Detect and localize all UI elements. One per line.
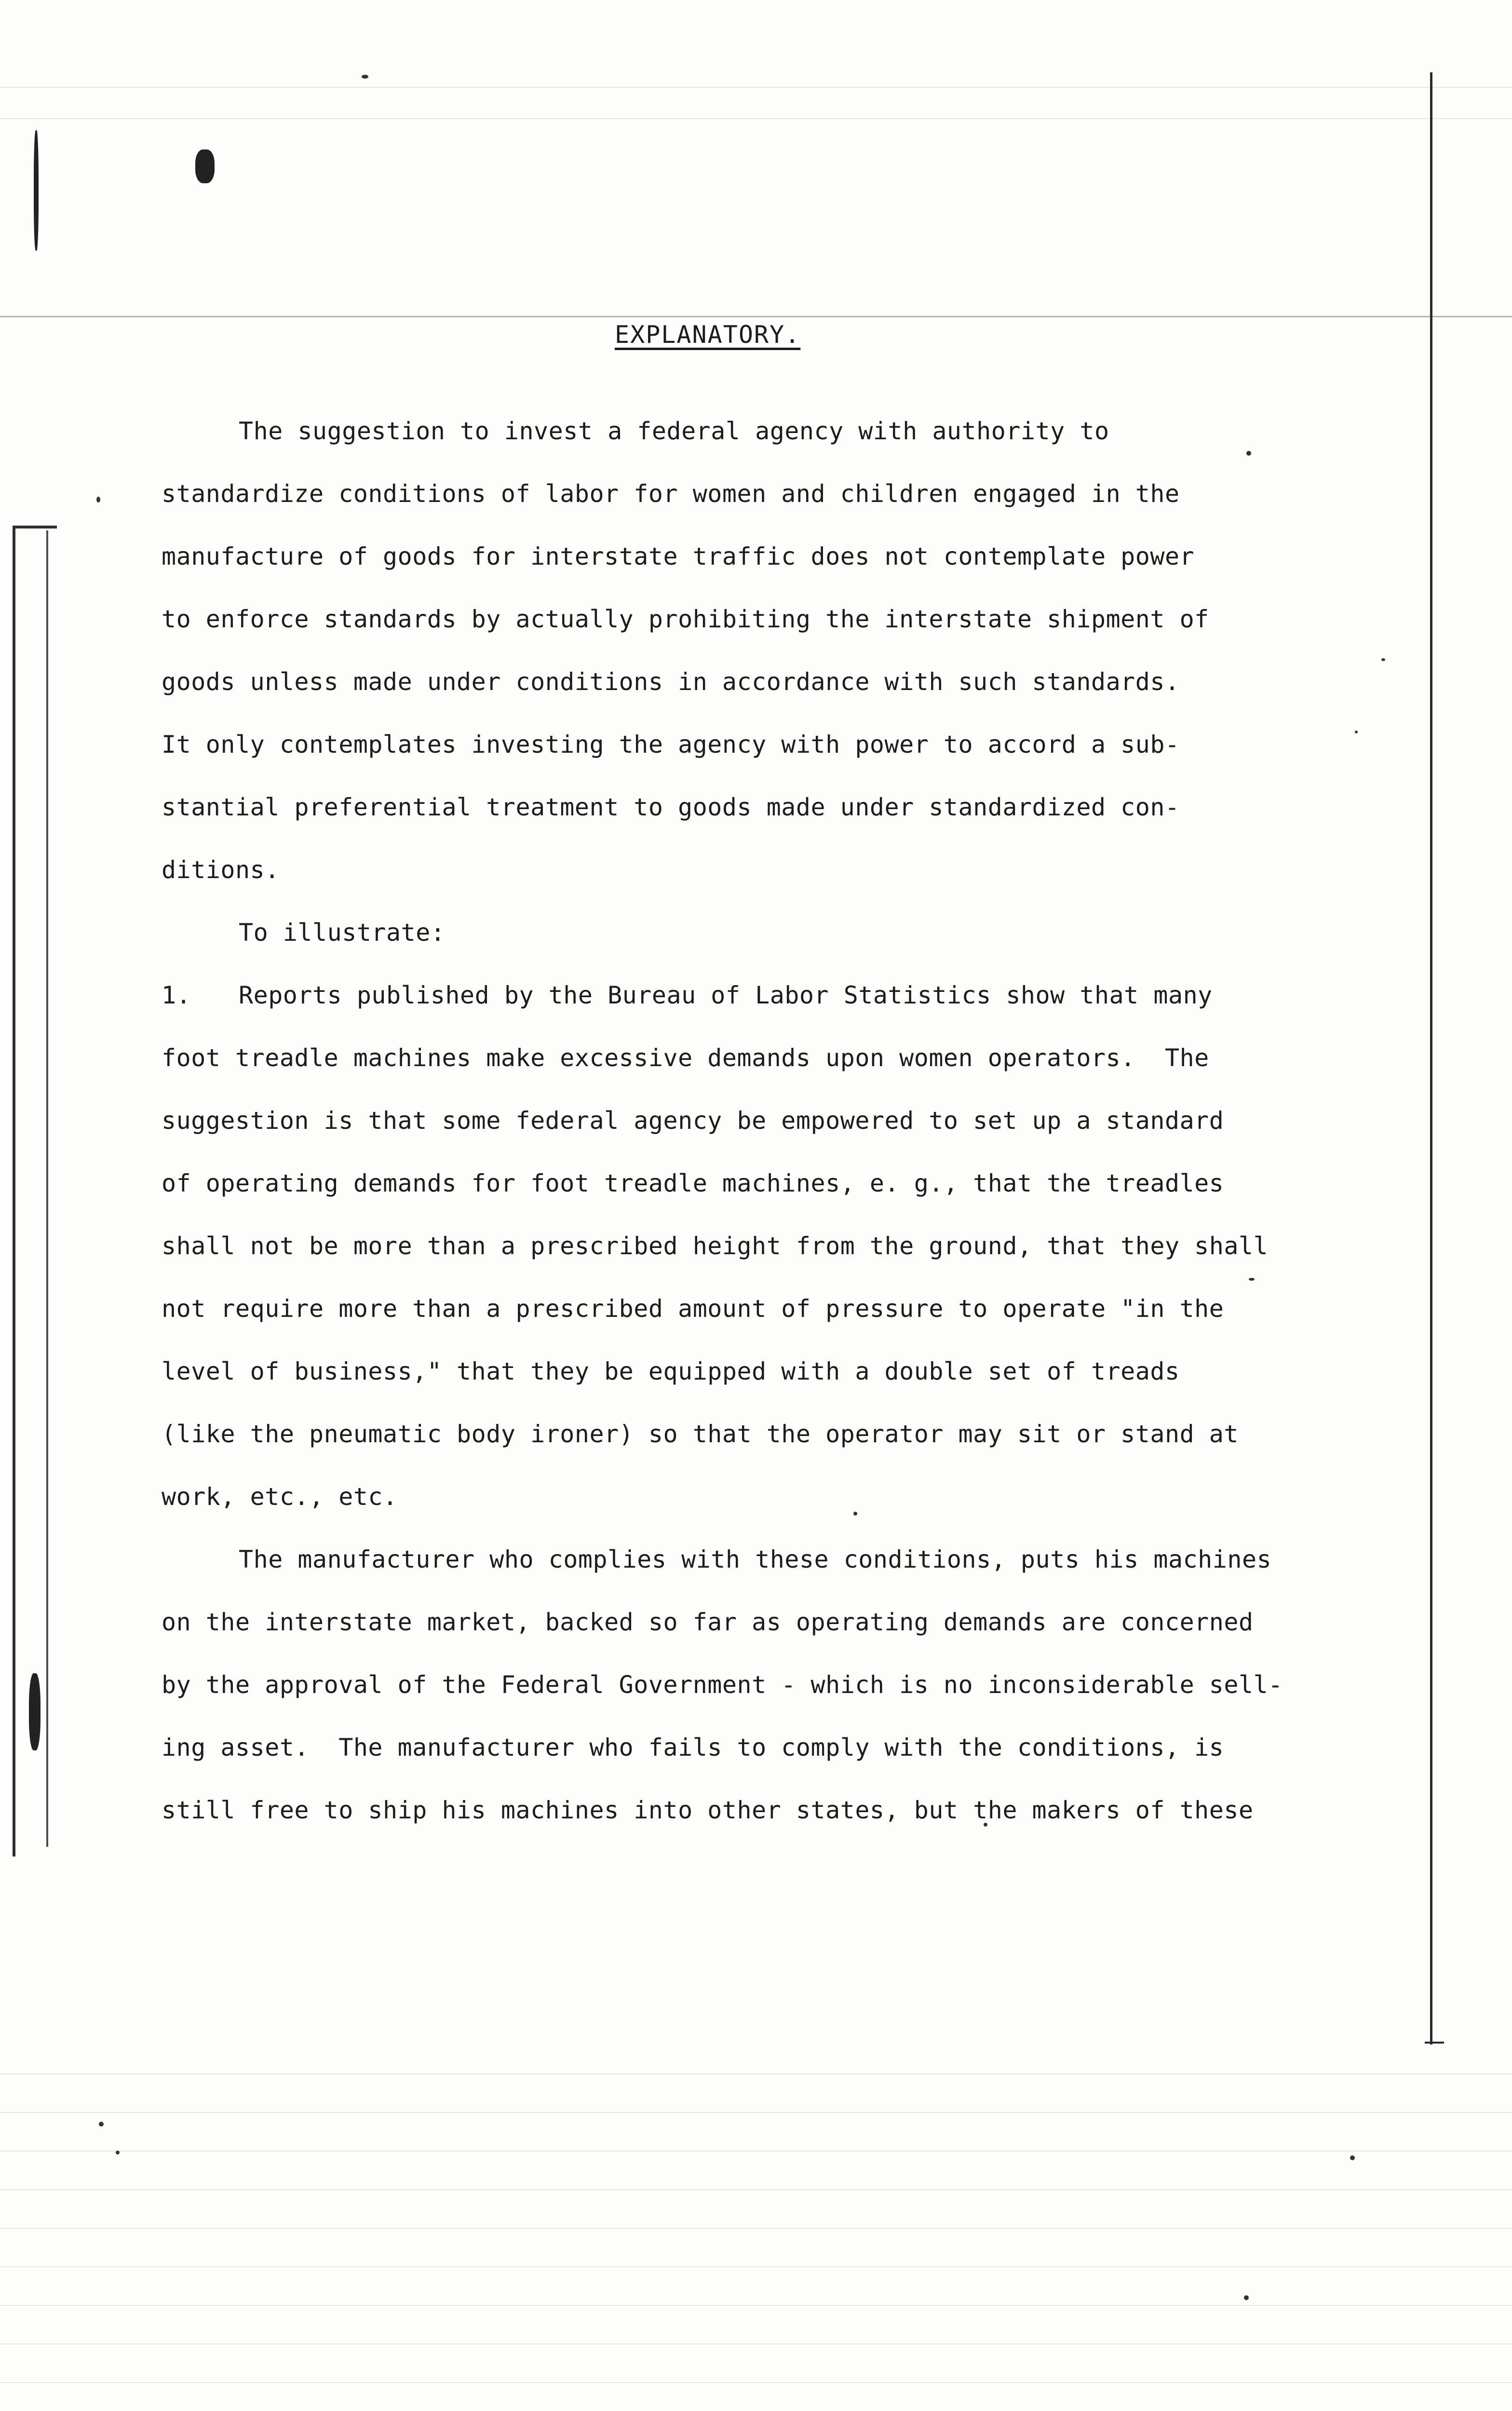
speck	[1246, 451, 1251, 456]
scan-line	[0, 2189, 1512, 2190]
page-right-edge	[1430, 72, 1432, 2045]
paragraph-line: ditions.	[162, 856, 280, 884]
paragraph-line: level of business," that they be equipped with a double set of treads	[162, 1357, 1180, 1385]
scan-line	[0, 2266, 1512, 2267]
paragraph-line: shall not be more than a prescribed height from the ground, that they shall	[162, 1232, 1269, 1260]
speck	[1249, 1278, 1255, 1281]
scan-line	[0, 2112, 1512, 2113]
page-edge-tick	[1425, 2042, 1444, 2044]
speck	[99, 2122, 104, 2127]
page-top-edge	[0, 316, 1512, 317]
scan-line	[0, 2073, 1512, 2074]
paragraph-line: goods unless made under conditions in accordance with such standards.	[162, 668, 1180, 696]
ink-smudge	[29, 1673, 40, 1750]
paragraph-line: suggestion is that some federal agency be empowered to set up a standard	[162, 1107, 1224, 1135]
paragraph-line: to enforce standards by actually prohibiting the interstate shipment of	[162, 605, 1209, 633]
document-title: EXPLANATORY.	[615, 321, 801, 349]
paragraph-line: not require more than a prescribed amount of pressure to operate "in the	[162, 1295, 1224, 1323]
paragraph-line: The manufacturer who complies with these conditions, puts his machines	[239, 1545, 1272, 1573]
ink-smudge	[34, 130, 39, 251]
scan-line	[0, 2382, 1512, 2383]
speck	[96, 497, 100, 502]
paragraph-line: ing asset. The manufacturer who fails to comply with the conditions, is	[162, 1734, 1224, 1761]
scan-line	[0, 2228, 1512, 2229]
paragraph-line: stantial preferential treatment to goods made under standardized con-	[162, 793, 1180, 821]
paragraph-line: on the interstate market, backed so far as operating demands are concerned	[162, 1608, 1254, 1636]
speck	[1244, 2295, 1249, 2300]
paragraph-line: foot treadle machines make excessive demands upon women operators. The	[162, 1044, 1209, 1072]
margin-bracket-inner	[46, 530, 48, 1847]
paragraph-line: work, etc., etc.	[162, 1483, 398, 1511]
scan-line	[0, 118, 1512, 119]
speck	[362, 75, 368, 79]
speck	[853, 1512, 857, 1516]
list-number: 1.	[162, 981, 191, 1009]
speck	[1350, 2155, 1355, 2160]
paragraph-line: standardize conditions of labor for women and children engaged in the	[162, 480, 1180, 508]
ink-smudge	[195, 149, 215, 183]
speck	[1381, 658, 1385, 661]
margin-bracket	[13, 526, 15, 1856]
illustrate-heading: To illustrate:	[239, 919, 446, 947]
paragraph-line: It only contemplates investing the agency with power to accord a sub-	[162, 731, 1180, 759]
scan-line	[0, 87, 1512, 88]
scan-line	[0, 2305, 1512, 2306]
paragraph-line: by the approval of the Federal Government - which is no inconsiderable sell-	[162, 1671, 1283, 1699]
margin-bracket-top	[13, 526, 57, 528]
paragraph-line: (like the pneumatic body ironer) so that the operator may sit or stand at	[162, 1420, 1239, 1448]
paragraph-line: still free to ship his machines into other states, but the makers of these	[162, 1796, 1254, 1824]
speck	[1355, 731, 1358, 733]
speck	[116, 2151, 120, 2154]
paragraph-line: of operating demands for foot treadle machines, e. g., that the treadles	[162, 1169, 1224, 1197]
paragraph-line: The suggestion to invest a federal agency with authority to	[239, 417, 1109, 445]
scan-line	[0, 2343, 1512, 2344]
paragraph-line: Reports published by the Bureau of Labor Statistics show that many	[239, 981, 1213, 1009]
scan-line	[0, 2151, 1512, 2152]
paragraph-line: manufacture of goods for interstate traffic does not contemplate power	[162, 542, 1195, 570]
